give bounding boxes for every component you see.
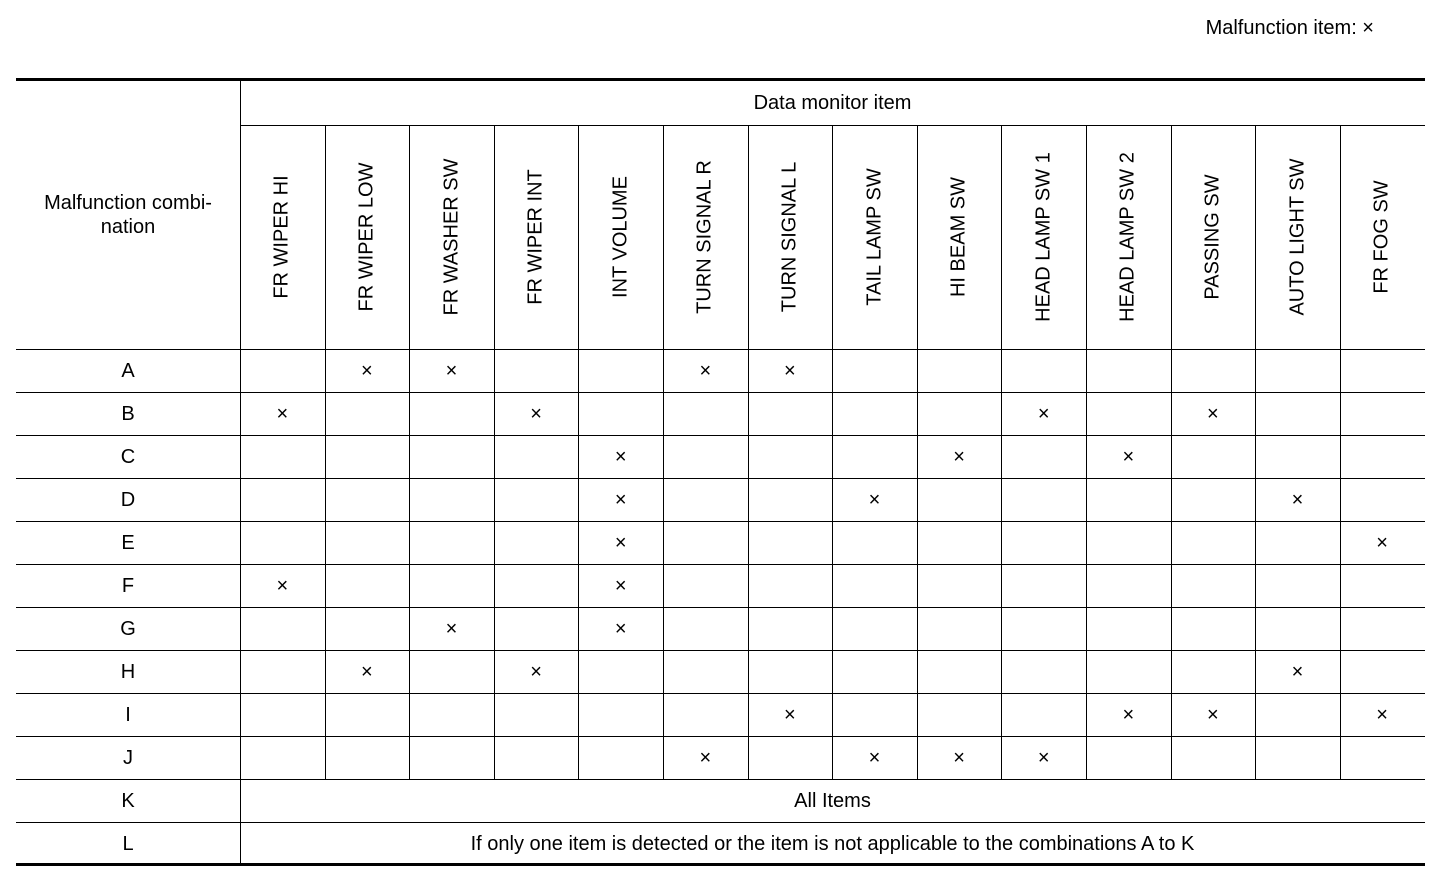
divider xyxy=(832,125,833,779)
corner-label: Malfunction combi- nation xyxy=(44,192,212,238)
row-label: K xyxy=(121,789,135,812)
row-label: C xyxy=(120,445,136,468)
malfunction-mark: × xyxy=(530,660,542,683)
row-label: L xyxy=(122,832,134,855)
malfunction-mark: × xyxy=(1037,402,1050,425)
malfunction-mark: × xyxy=(1122,445,1135,468)
divider xyxy=(240,81,241,865)
span-row-text: All Items xyxy=(794,789,871,812)
column-header: FR WIPER LOW xyxy=(355,162,378,312)
malfunction-mark: × xyxy=(1376,703,1388,726)
divider xyxy=(1171,125,1172,779)
column-header: TURN SIGNAL L xyxy=(778,161,801,313)
malfunction-mark: × xyxy=(699,746,712,769)
malfunction-mark: × xyxy=(614,574,627,597)
malfunction-mark: × xyxy=(953,445,965,468)
column-header: PASSING SW xyxy=(1201,174,1224,300)
column-header: FR FOG SW xyxy=(1370,180,1393,294)
column-header: HI BEAM SW xyxy=(947,176,970,298)
row-label: J xyxy=(123,746,133,769)
malfunction-mark: × xyxy=(868,488,881,511)
row-label: A xyxy=(121,359,135,382)
column-header: FR WASHER SW xyxy=(440,158,462,316)
row-label: I xyxy=(125,703,131,726)
malfunction-mark: × xyxy=(445,359,458,382)
column-header: FR WIPER INT xyxy=(524,169,547,305)
malfunction-legend: Malfunction item: × xyxy=(1205,17,1374,39)
malfunction-mark: × xyxy=(1207,703,1219,726)
column-header: INT VOLUME xyxy=(609,176,632,298)
column-header: TURN SIGNAL R xyxy=(693,160,716,314)
row-label: H xyxy=(120,660,136,683)
divider xyxy=(663,125,664,779)
divider xyxy=(1340,125,1341,779)
malfunction-mark: × xyxy=(1291,488,1304,511)
row-label: F xyxy=(121,574,135,597)
malfunction-mark: × xyxy=(361,359,373,382)
malfunction-mark: × xyxy=(1376,531,1388,554)
malfunction-mark: × xyxy=(614,617,627,640)
malfunction-mark: × xyxy=(445,617,458,640)
column-header: TAIL LAMP SW xyxy=(863,168,885,306)
malfunction-mark: × xyxy=(1207,402,1219,425)
group-header: Data monitor item xyxy=(753,92,912,114)
row-label: E xyxy=(121,531,135,554)
malfunction-mark: × xyxy=(614,531,627,554)
divider xyxy=(240,125,1425,126)
divider xyxy=(748,125,749,779)
malfunction-mark: × xyxy=(784,359,796,382)
column-header: FR WIPER HI xyxy=(270,175,293,299)
span-row-text: If only one item is detected or the item is not applicable to the combinations A to K xyxy=(470,832,1195,855)
column-header: HEAD LAMP SW 2 xyxy=(1116,152,1139,322)
malfunction-matrix-table xyxy=(16,78,1425,866)
malfunction-mark: × xyxy=(1122,703,1135,726)
malfunction-mark: × xyxy=(784,703,796,726)
malfunction-mark: × xyxy=(361,660,373,683)
row-label: B xyxy=(121,402,135,425)
column-header: HEAD LAMP SW 1 xyxy=(1032,152,1055,322)
row-label: G xyxy=(120,617,136,640)
malfunction-mark: × xyxy=(953,746,965,769)
malfunction-mark: × xyxy=(1037,746,1050,769)
malfunction-mark: × xyxy=(276,574,289,597)
row-label: D xyxy=(120,488,136,511)
malfunction-mark: × xyxy=(868,746,881,769)
malfunction-mark: × xyxy=(276,402,289,425)
malfunction-mark: × xyxy=(614,445,627,468)
malfunction-mark: × xyxy=(1291,660,1304,683)
malfunction-mark: × xyxy=(699,359,712,382)
column-header: AUTO LIGHT SW xyxy=(1286,158,1308,316)
malfunction-mark: × xyxy=(530,402,542,425)
malfunction-mark: × xyxy=(614,488,627,511)
